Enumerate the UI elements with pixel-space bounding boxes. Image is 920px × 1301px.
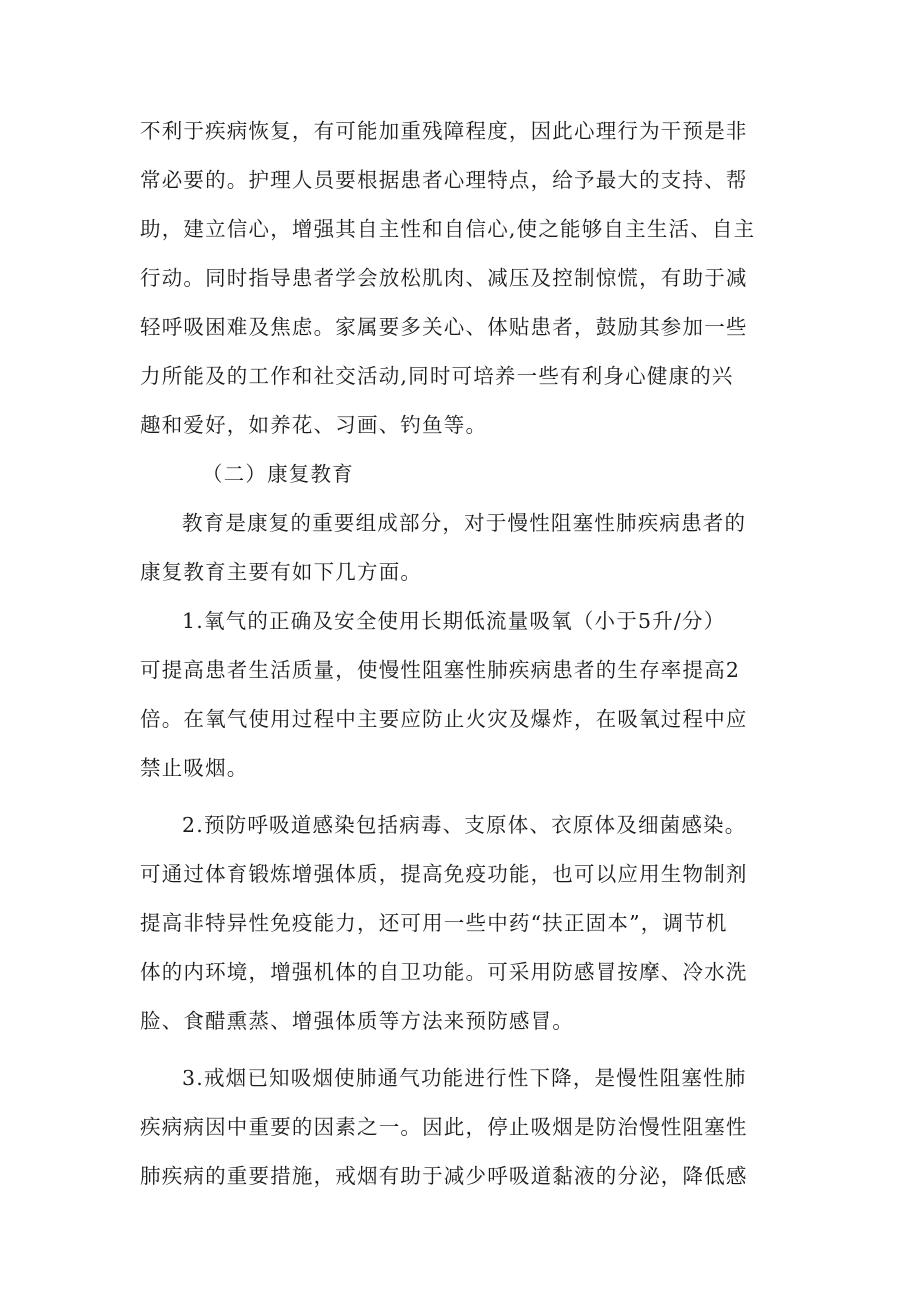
body-text: [140, 107, 800, 1201]
text-line: 不利于疾病恢复，有可能加重残障程度，因此心理行为干预是非: [140, 119, 748, 143]
text-line: 助，建立信心，增强其自主性和自信心,使之能够自主生活、自主: [140, 217, 756, 241]
text-line: 肺疾病的重要措施，戒烟有助于减少呼吸道黏液的分泌，降低感: [140, 1164, 748, 1188]
text-line: 康复教育主要有如下几方面。: [140, 560, 423, 584]
text-line: 教育是康复的重要组成部分，对于慢性阻塞性肺疾病患者的: [182, 511, 747, 535]
text-line: 倍。在氧气使用过程中主要应防止火灾及爆炸，在吸氧过程中应: [140, 707, 748, 731]
text-line: 脸、食醋熏蒸、增强体质等方法来预防感冒。: [140, 1009, 574, 1033]
text-line: 力所能及的工作和社交活动,同时可培养一些有利身心健康的兴: [140, 364, 734, 388]
text-line: 1.氧气的正确及安全使用长期低流量吸氧（小于5升/分）: [182, 609, 726, 633]
text-line: 体的内环境，增强机体的自卫功能。可采用防感冒按摩、冷水洗: [140, 960, 748, 984]
text-line: 常必要的。护理人员要根据患者心理特点，给予最大的支持、帮: [140, 168, 748, 192]
text-line: 行动。同时指导患者学会放松肌肉、减压及控制惊慌，有助于减: [140, 266, 748, 290]
text-line: 2.预防呼吸道感染包括病毒、支原体、衣原体及细菌感染。: [182, 813, 747, 837]
text-line: 提高非特异性免疫能力，还可用一些中药“扶正固本”，调节机: [140, 911, 728, 935]
text-line: 可提高患者生活质量，使慢性阻塞性肺疾病患者的生存率提高2: [140, 658, 741, 682]
text-line: 禁止吸烟。: [140, 756, 249, 780]
text-line: 轻呼吸困难及焦虑。家属要多关心、体贴患者，鼓励其参加一些: [140, 315, 748, 339]
section-heading: （二）康复教育: [202, 462, 354, 486]
text-line: 3.戒烟已知吸烟使肺通气功能进行性下降，是慢性阻塞性肺: [182, 1066, 747, 1090]
text-line: 可通过体育锻炼增强体质，提高免疫功能，也可以应用生物制剂: [140, 862, 748, 886]
text-line: 趣和爱好，如养花、习画、钓鱼等。: [140, 413, 488, 437]
text-line: 疾病病因中重要的因素之一。因此，停止吸烟是防治慢性阻塞性: [140, 1115, 748, 1139]
